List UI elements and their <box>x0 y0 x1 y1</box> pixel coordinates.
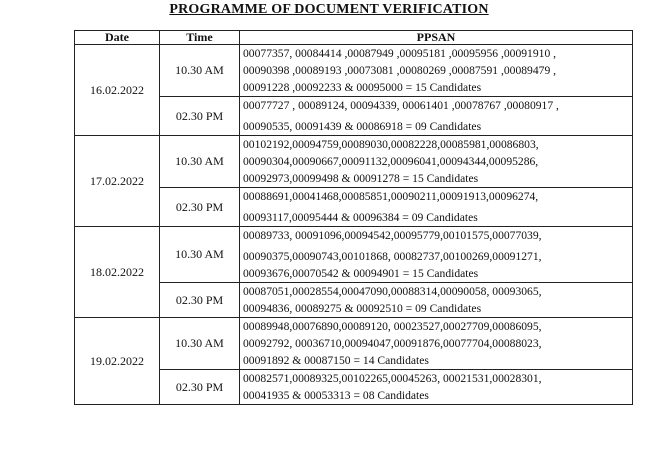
ppsan-line: 00089733, 00091096,00094542,00095779,00101575,00077039, <box>243 229 542 242</box>
ppsan-line: 00041935 & 00053313 = 08 Candidates <box>243 389 429 402</box>
ppsan-line: 00090535, 00091439 & 00086918 = 09 Candidates <box>243 120 482 133</box>
ppsan-cell <box>240 370 633 405</box>
table-row <box>75 45 633 97</box>
ppsan-line: 00090398 ,00089193 ,00073081 ,00080269 ,00087591 ,00089479 , <box>243 64 557 77</box>
ppsan-line: 00090375,00090743,00101868, 00082737,00100269,00091271, <box>243 250 542 263</box>
ppsan-line: 00094836, 00089275 & 00092510 = 09 Candidates <box>243 302 482 315</box>
page-title: PROGRAMME OF DOCUMENT VERIFICATION <box>169 2 489 17</box>
table-header-row <box>75 31 633 45</box>
ppsan-line: 00088691,00041468,00085851,00090211,00091913,00096274, <box>243 190 539 203</box>
ppsan-line: 00091892 & 00087150 = 14 Candidates <box>243 354 429 367</box>
date-cell: 19.02.2022 <box>75 318 160 405</box>
time-cell: 02.30 PM <box>160 188 240 227</box>
table-row <box>75 136 633 188</box>
table-row <box>75 227 633 283</box>
ppsan-line: 00102192,00094759,00089030,00082228,00085981,00086803, <box>243 138 539 151</box>
ppsan-line: 00087051,00028554,00047090,00088314,00090058, 00093065, <box>243 285 542 298</box>
verification-schedule-table <box>74 30 633 405</box>
ppsan-cell <box>240 318 633 370</box>
time-cell: 10.30 AM <box>160 136 240 188</box>
time-cell: 10.30 AM <box>160 318 240 370</box>
ppsan-line: 00090304,00090667,00091132,00096041,00094344,00095286, <box>243 155 539 168</box>
ppsan-cell <box>240 227 633 283</box>
header-ppsan: PPSAN <box>240 31 633 45</box>
table-row <box>75 318 633 370</box>
ppsan-line: 00091228 ,00092233 & 00095000 = 15 Candidates <box>243 81 482 94</box>
header-date: Date <box>75 31 160 45</box>
time-cell: 02.30 PM <box>160 97 240 136</box>
ppsan-cell <box>240 97 633 136</box>
ppsan-line: 00077357, 00084414 ,00087949 ,00095181 ,00095956 ,00091910 , <box>243 47 557 60</box>
ppsan-cell <box>240 45 633 97</box>
time-cell: 02.30 PM <box>160 283 240 318</box>
ppsan-cell <box>240 188 633 227</box>
ppsan-cell <box>240 283 633 318</box>
time-cell: 02.30 PM <box>160 370 240 405</box>
header-time: Time <box>160 31 240 45</box>
time-cell: 10.30 AM <box>160 227 240 283</box>
ppsan-line: 00093676,00070542 & 00094901 = 15 Candidates <box>243 267 479 280</box>
ppsan-line: 00077727 , 00089124, 00094339, 00061401 ,00078767 ,00080917 , <box>243 99 559 112</box>
time-cell: 10.30 AM <box>160 45 240 97</box>
ppsan-cell <box>240 136 633 188</box>
ppsan-line: 00093117,00095444 & 00096384 = 09 Candidates <box>243 211 478 224</box>
date-cell: 18.02.2022 <box>75 227 160 318</box>
date-cell: 17.02.2022 <box>75 136 160 227</box>
ppsan-line: 00092973,00099498 & 00091278 = 15 Candidates <box>243 172 479 185</box>
ppsan-line: 00082571,00089325,00102265,00045263, 00021531,00028301, <box>243 372 542 385</box>
ppsan-line: 00089948,00076890,00089120, 00023527,00027709,00086095, <box>243 320 542 333</box>
ppsan-line: 00092792, 00036710,00094047,00091876,00077704,00088023, <box>243 337 542 350</box>
date-cell: 16.02.2022 <box>75 45 160 136</box>
